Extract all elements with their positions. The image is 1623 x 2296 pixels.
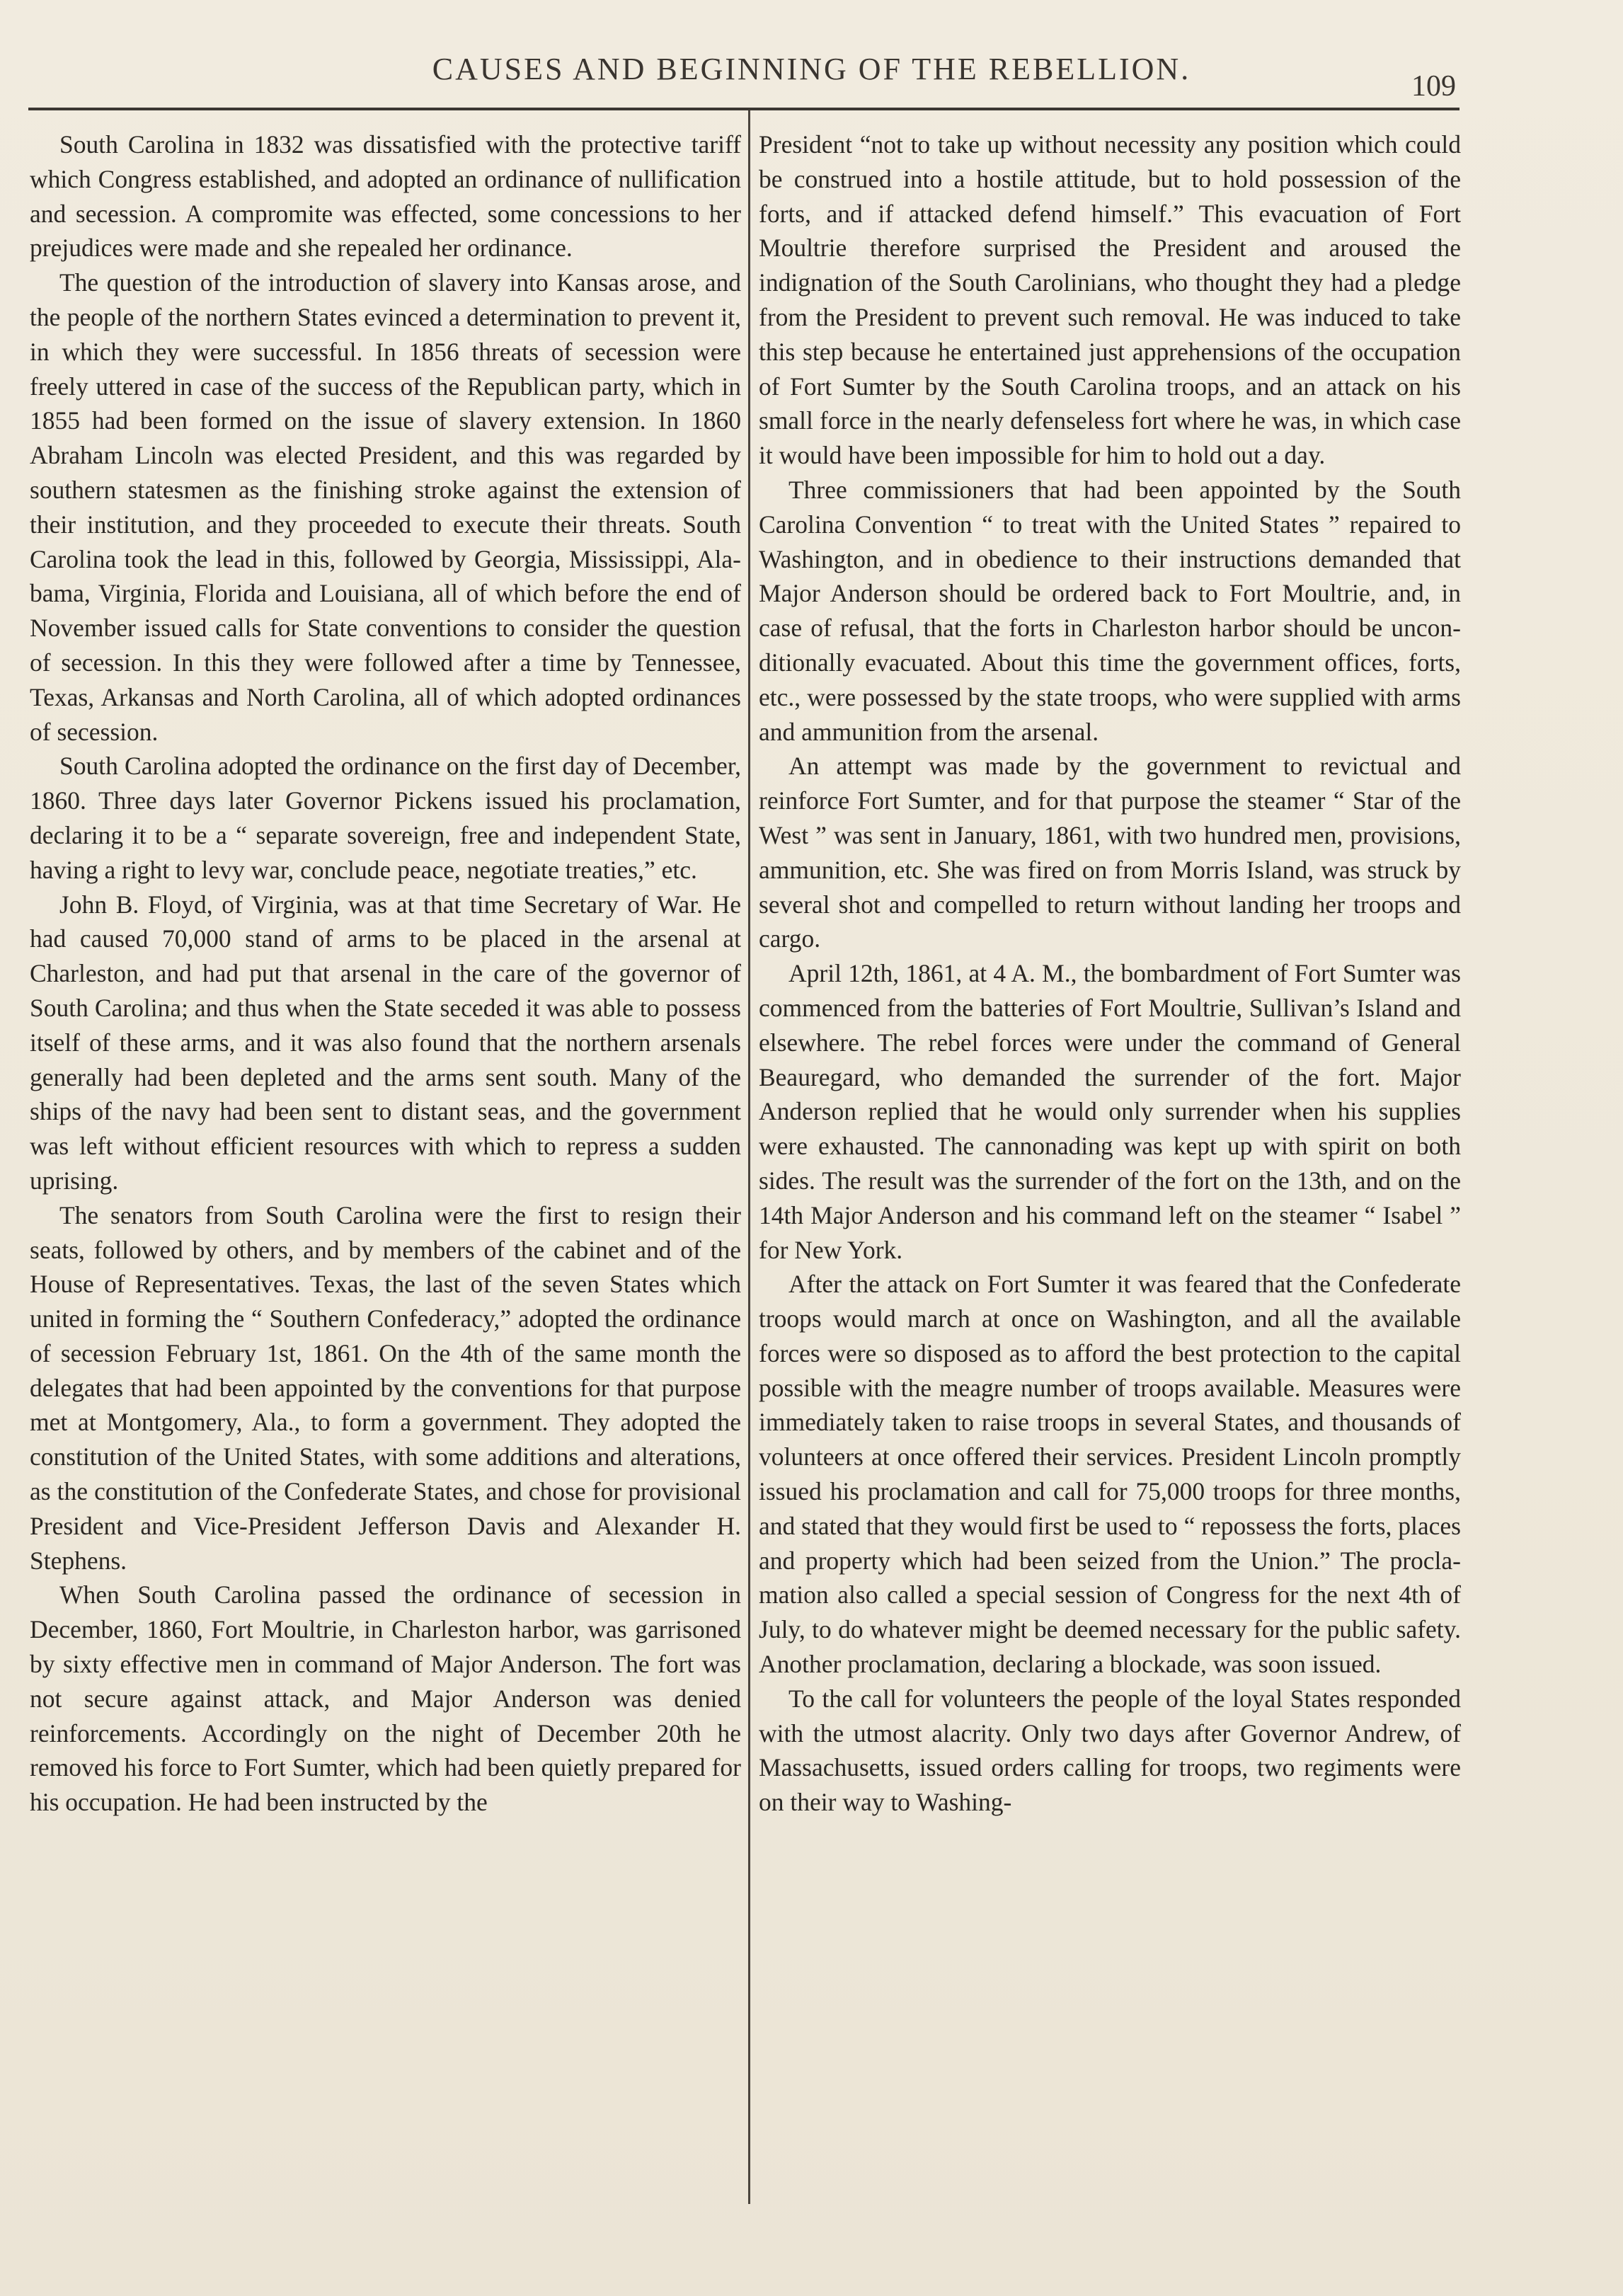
paragraph: When South Carolina passed the ordinance of secession in December, 1860, Fort Moultrie, in Charleston harbor, was garrisoned by sixty effective men in command of Major Anderson. The fort was not secure against attack, and Major Anderson was denied reinforcements. Accordingly on the night of December 20th he removed his force to Fort Sumter, which had been quietly prepared for his occupation. He had been instructed by the [30, 1580, 741, 1817]
header-rule [28, 108, 1459, 110]
paragraph: To the call for volunteers the people of the loyal States responded with the utmost alacrity. Only two days after Governor Andrew, of Massachusetts, issued orders calling for troops, two regiments were on their way to Washing- [759, 1684, 1461, 1817]
column-divider [748, 110, 750, 2204]
right-column [759, 127, 1461, 1820]
paragraph: South Carolina in 1832 was dissatisfied with the protective tariff which Congress established, and adopted an ordinance of nullification and secession. A compromite was effected, some concessions to her prejudices were made and she repealed her ordinance. [30, 130, 741, 263]
paragraph: After the attack on Fort Sumter it was feared that the Confederate troops would march at once on Washington, and all the available forces were so disposed as to afford the best protection to the capital possible with the meagre number of troops available. Measures were immediately taken to raise troops in several States, and thousands of volunteers at once offered their services. President Lincoln promptly issued his proclamation and call for 75,000 troops for three months, and stated that they would first be used to “ repossess the forts, places and property which had been seized from the Union.” The proclamation also called a special session of Congress for the next 4th of July, to do whatever might be deemed necessary for the public safety. Another proclamation, declaring a blockade, was soon issued. [759, 1270, 1461, 1679]
paragraph: An attempt was made by the government to revictual and reinforce Fort Sumter, and for that purpose the steamer “ Star of the West ” was sent in January, 1861, with two hundred men, provisions, ammunition, etc. She was fired on from Morris Island, was struck by several shot and compelled to return without landing her troops and cargo. [759, 752, 1461, 953]
paragraph: The question of the introduction of slavery into Kansas arose, and the people of the northern States evinced a determination to prevent it, in which they were successful. In 1856 threats of secession were freely uttered in case of the success of the Republican party, which in 1855 had been formed on the issue of slavery extension. In 1860 Abraham Lincoln was elected President, and this was regarded by southern statesmen as the finishing stroke against the extension of their institution, and they proceeded to execute their threats. South Carolina took the lead in this, followed by Georgia, Mississippi, Alabama, Virginia, Florida and Louisiana, all of which before the end of November issued calls for State conventions to consider the question of secession. In this they were followed after a time by Tennessee, Texas, Arkansas and North Carolina, all of which adopted ordinances of secession. [30, 268, 741, 746]
paragraph: April 12th, 1861, at 4 A. M., the bombardment of Fort Sumter was commenced from the batteries of Fort Moultrie, Sullivan’s Island and elsewhere. The rebel forces were under the command of General Beauregard, who demanded the surrender of the fort. Major Anderson replied that he would only surrender when his supplies were exhausted. The cannonading was kept up with spirit on both sides. The result was the surrender of the fort on the 13th, and on the 14th Major Anderson and his command left on the steamer “ Isabel ” for New York. [759, 959, 1461, 1264]
left-column [30, 127, 741, 1820]
paragraph: South Carolina adopted the ordinance on the first day of December, 1860. Three days later Governor Pickens issued his proclamation, declaring it to be a “ separate sovereign, free and independent State, having a right to levy war, conclude peace, negotiate treaties,” etc. [30, 752, 741, 884]
page-number: 109 [1411, 70, 1456, 103]
paragraph: John B. Floyd, of Virginia, was at that time Secretary of War. He had caused 70,000 stand of arms to be placed in the arsenal at Charleston, and had put that arsenal in the care of the governor of South Carolina; and thus when the State seceded it was able to possess itself of these arms, and it was also found that the northern arsenals generally had been depleted and the arms sent south. Many of the ships of the navy had been sent to distant seas, and the government was left without efficient resources with which to repress a sudden uprising. [30, 890, 741, 1195]
running-header-title: CAUSES AND BEGINNING OF THE REBELLION. [432, 52, 1191, 86]
paragraph: The senators from South Carolina were the first to resign their seats, followed by others, and by members of the cabinet and of the House of Representatives. Texas, the last of the seven States which united in forming the “ Southern Confederacy,” adopted the ordinance of secession February 1st, 1861. On the 4th of the same month the delegates that had been appointed by the conventions for that purpose met at Montgomery, Ala., to form a government. They adopted the constitution of the United States, with some additions and alterations, as the constitution of the Confederate States, and chose for provisional President and Vice-President Jefferson Davis and Alexander H. Stephens. [30, 1200, 741, 1575]
paragraph: Three commissioners that had been appointed by the South Carolina Convention “ to treat with the United States ” repaired to Washington, and in obedience to their instructions demanded that Major Anderson should be ordered back to Fort Moultrie, and, in case of refusal, that the forts in Charleston harbor should be unconditionally evacuated. About this time the government offices, forts, etc., were possessed by the state troops, who were supplied with arms and ammunition from the arsenal. [759, 475, 1461, 746]
continued-paragraph: President “not to take up without necessity any position which could be construed into a hostile attitude, but to hold possession of the forts, and if attacked defend himself.” This evacuation of Fort Moultrie therefore surprised the President and aroused the indignation of the South Carolinians, who thought they had a pledge from the President to prevent such removal. He was induced to take this step because he entertained just apprehensions of the occupation of Fort Sumter by the South Carolina troops, and an attack on his small force in the nearly defenseless fort where he was, in which case it would have been impossible for him to hold out a day. [759, 130, 1461, 470]
